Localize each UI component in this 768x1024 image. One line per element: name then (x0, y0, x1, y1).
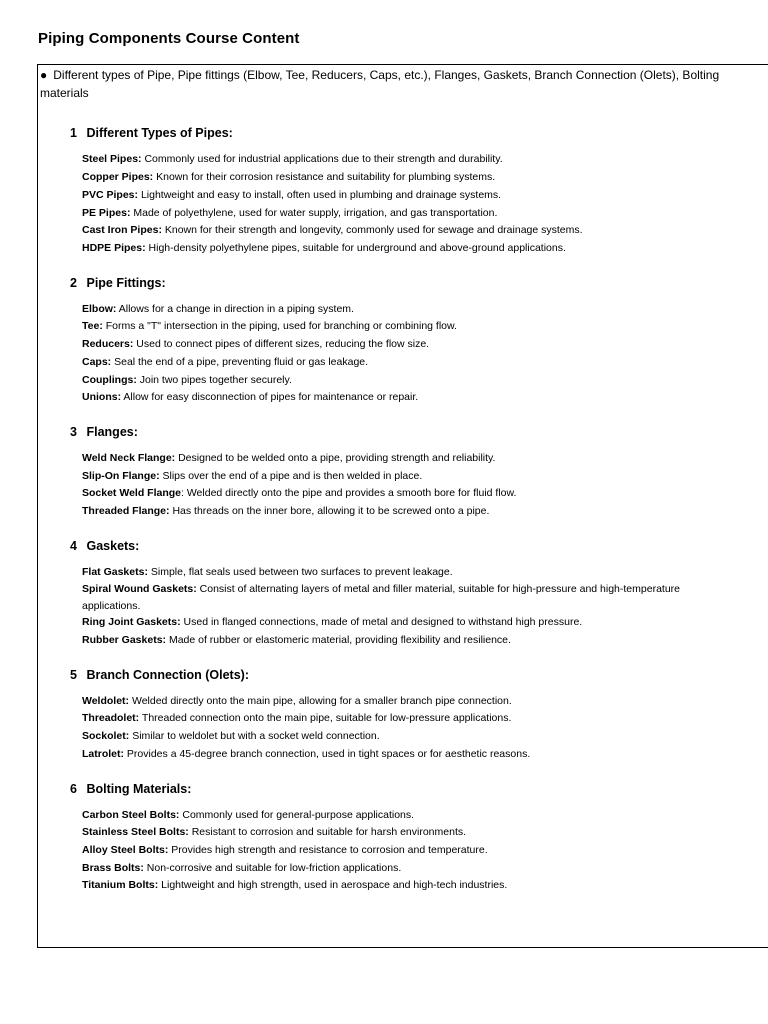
section-number: 2 (70, 276, 77, 290)
item-term: Threadolet: (82, 712, 140, 724)
item-term: HDPE Pipes: (82, 242, 146, 254)
item-desc: Commonly used for general-purpose applications. (182, 809, 415, 821)
list-item (82, 468, 722, 485)
item-term: Spiral Wound Gaskets: (82, 583, 197, 595)
list-item (82, 877, 722, 894)
list-item (82, 842, 722, 859)
list-item (82, 485, 722, 502)
list-item (82, 240, 722, 257)
list-item (82, 860, 722, 877)
list-item (82, 389, 722, 406)
list-item (82, 807, 722, 824)
intro-text: Different types of Pipe, Pipe fittings (Elbow, Tee, Reducers, Caps, etc.), Flanges, Gaskets, Branch Connection (Olets), Bolting materials (40, 68, 720, 100)
item-term: Tee: (82, 320, 103, 332)
item-desc: Known for their strength and longevity, commonly used for sewage and drainage systems. (164, 224, 583, 236)
intro-line (40, 66, 760, 102)
item-term: Weld Neck Flange: (82, 452, 176, 464)
item-desc: Join two pipes together securely. (139, 374, 292, 386)
item-desc: Lightweight and high strength, used in aerospace and high-tech industries. (161, 879, 508, 891)
list-item (82, 581, 722, 615)
item-term: Socket Weld Flange (82, 487, 181, 499)
item-desc: Has threads on the inner bore, allowing it to be screwed onto a pipe. (172, 505, 490, 517)
page-title: Piping Components Course Content (38, 30, 300, 47)
item-term: Alloy Steel Bolts: (82, 844, 169, 856)
item-term: Reducers: (82, 338, 134, 350)
list-item (82, 614, 722, 631)
list-item (82, 169, 722, 186)
item-desc: Commonly used for industrial applications due to their strength and durability. (144, 153, 503, 165)
section-number: 4 (70, 539, 77, 553)
list-item (82, 301, 722, 318)
list-item (82, 187, 722, 204)
item-term: Unions: (82, 391, 122, 403)
item-desc: Resistant to corrosion and suitable for harsh environments. (191, 826, 467, 838)
item-desc: Known for their corrosion resistance and suitability for plumbing systems. (156, 171, 496, 183)
item-term: Couplings: (82, 374, 137, 386)
item-term: Caps: (82, 356, 112, 368)
list-item (82, 372, 722, 389)
list-item (82, 564, 722, 581)
section-heading-flanges (70, 425, 138, 439)
item-desc: Slips over the end of a pipe and is then welded in place. (162, 470, 423, 482)
item-desc: Simple, flat seals used between two surfaces to prevent leakage. (150, 566, 453, 578)
section-title: Pipe Fittings: (86, 276, 166, 290)
list-item (82, 746, 722, 763)
item-desc: Designed to be welded onto a pipe, providing strength and reliability. (178, 452, 496, 464)
list-item (82, 318, 722, 335)
list-item (82, 222, 722, 239)
list-item (82, 693, 722, 710)
section-title: Flanges: (86, 425, 138, 439)
item-term: Titanium Bolts: (82, 879, 159, 891)
list-item (82, 336, 722, 353)
item-desc: Made of rubber or elastomeric material, providing flexibility and resilience. (168, 634, 511, 646)
list-item (82, 503, 722, 520)
section-heading-bolting (70, 782, 191, 796)
section-title: Different Types of Pipes: (86, 126, 233, 140)
item-term: Flat Gaskets: (82, 566, 148, 578)
item-term: Cast Iron Pipes: (82, 224, 162, 236)
list-item (82, 354, 722, 371)
item-desc: Used in flanged connections, made of metal and designed to withstand high pressure. (183, 616, 583, 628)
item-term: Carbon Steel Bolts: (82, 809, 180, 821)
list-item (82, 205, 722, 222)
list-item (82, 728, 722, 745)
item-term: Rubber Gaskets: (82, 634, 167, 646)
item-desc: Non-corrosive and suitable for low-friction applications. (146, 862, 402, 874)
item-term: Brass Bolts: (82, 862, 144, 874)
item-term: Weldolet: (82, 695, 130, 707)
section-title: Gaskets: (86, 539, 140, 553)
list-item (82, 151, 722, 168)
item-term: Copper Pipes: (82, 171, 154, 183)
item-desc: Forms a "T" intersection in the piping, used for branching or combining flow. (105, 320, 457, 332)
item-term: Threaded Flange: (82, 505, 170, 517)
item-desc: Seal the end of a pipe, preventing fluid or gas leakage. (114, 356, 369, 368)
section-title: Branch Connection (Olets): (86, 668, 249, 682)
item-desc: Similar to weldolet but with a socket weld connection. (132, 730, 380, 742)
item-term: Stainless Steel Bolts: (82, 826, 189, 838)
item-term: Ring Joint Gaskets: (82, 616, 181, 628)
item-term: Slip-On Flange: (82, 470, 160, 482)
section-heading-pipes (70, 126, 233, 140)
item-desc: Allow for easy disconnection of pipes for maintenance or repair. (123, 391, 419, 403)
section-number: 6 (70, 782, 77, 796)
item-desc: Used to connect pipes of different sizes, reducing the flow size. (136, 338, 430, 350)
item-term: Latrolet: (82, 748, 124, 760)
list-item (82, 450, 722, 467)
list-item (82, 710, 722, 727)
item-desc: Provides a 45-degree branch connection, used in tight spaces or for aesthetic reasons. (126, 748, 531, 760)
item-term: Elbow: (82, 303, 117, 315)
item-desc: Threaded connection onto the main pipe, suitable for low-pressure applications. (141, 712, 512, 724)
bullet-icon: ● (40, 68, 48, 82)
item-desc: Made of polyethylene, used for water supply, irrigation, and gas transportation. (133, 207, 498, 219)
item-desc: Provides high strength and resistance to corrosion and temperature. (171, 844, 488, 856)
item-term: PE Pipes: (82, 207, 131, 219)
item-desc: Welded directly onto the main pipe, allowing for a smaller branch pipe connection. (131, 695, 512, 707)
section-number: 1 (70, 126, 77, 140)
item-desc: : Welded directly onto the pipe and provides a smooth bore for fluid flow. (181, 487, 517, 499)
list-item (82, 824, 722, 841)
item-desc: High-density polyethylene pipes, suitable for underground and above-ground applications. (148, 242, 566, 254)
item-desc: Consist of alternating layers of metal and filler material, suitable for high-pressure and high-temperature applications. (82, 583, 680, 612)
section-heading-fittings (70, 276, 166, 290)
item-term: Steel Pipes: (82, 153, 142, 165)
section-heading-olets (70, 668, 249, 682)
section-number: 5 (70, 668, 77, 682)
item-desc: Allows for a change in direction in a piping system. (118, 303, 354, 315)
item-desc: Lightweight and easy to install, often used in plumbing and drainage systems. (140, 189, 502, 201)
section-number: 3 (70, 425, 77, 439)
item-term: PVC Pipes: (82, 189, 139, 201)
item-term: Sockolet: (82, 730, 130, 742)
section-title: Bolting Materials: (86, 782, 192, 796)
section-heading-gaskets (70, 539, 139, 553)
list-item (82, 632, 722, 649)
